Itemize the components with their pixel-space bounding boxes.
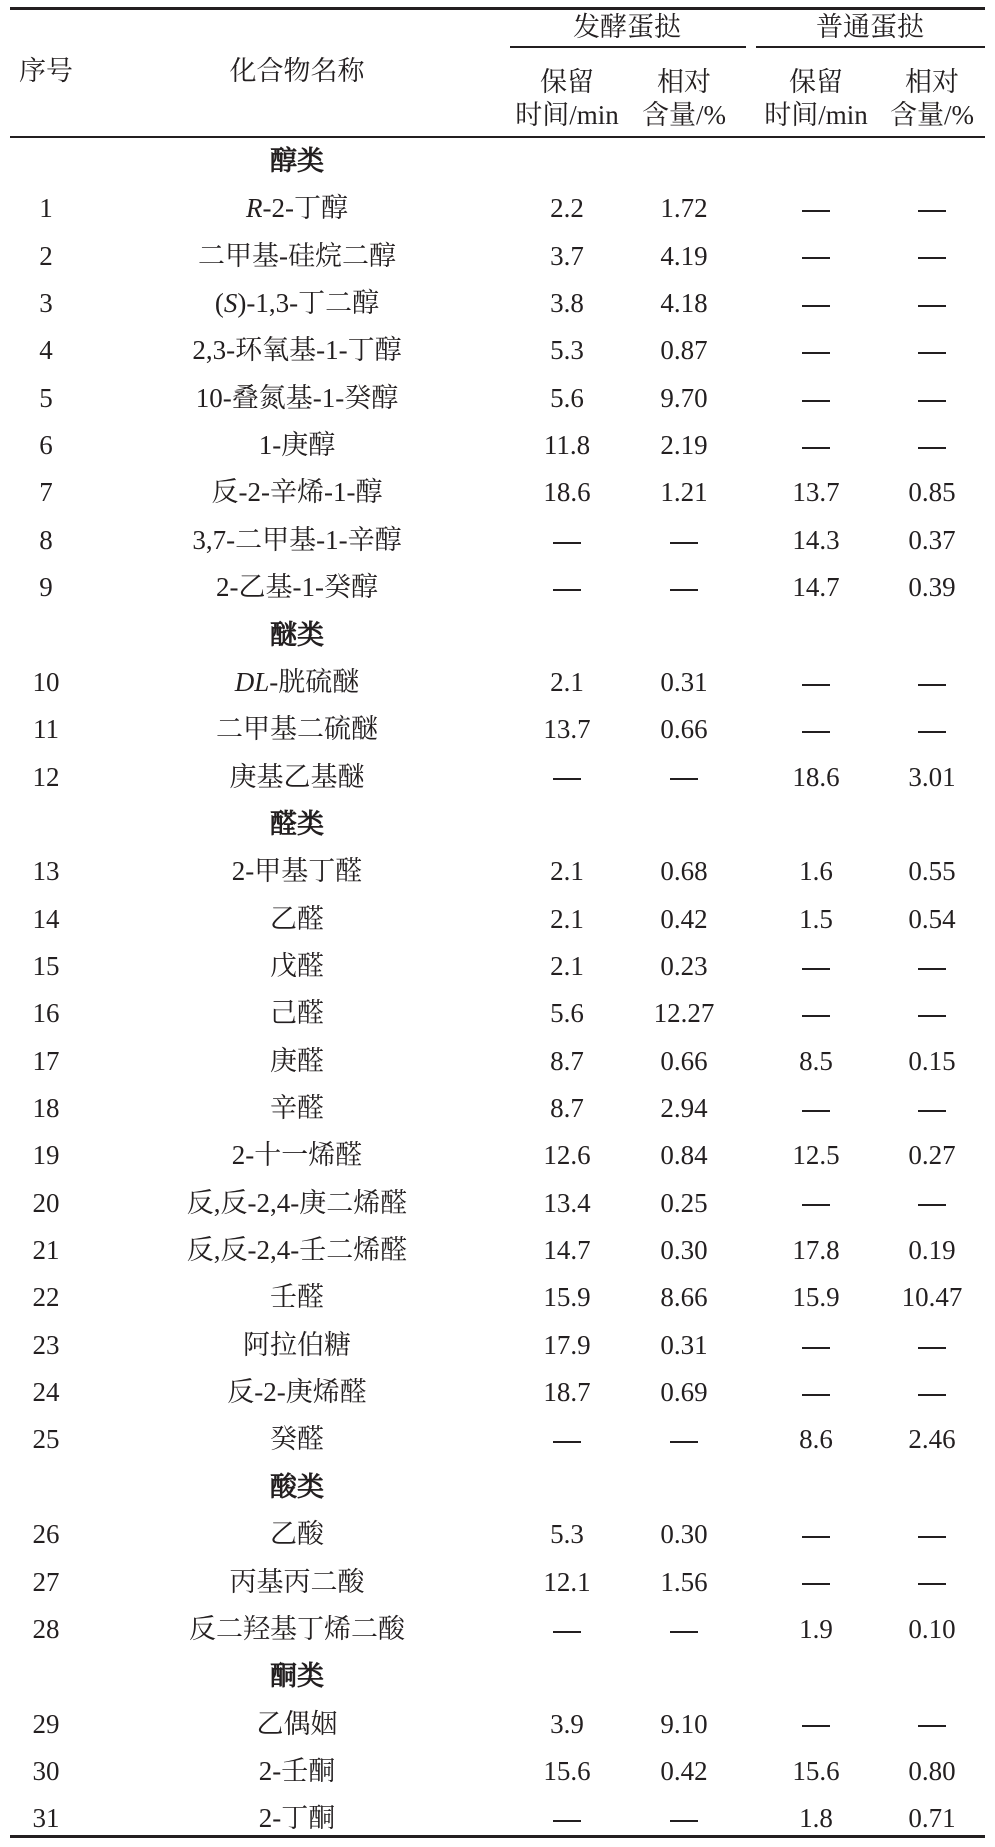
fermented-retention-time: 15.9 [543,1282,591,1313]
compound-name-text: 乙醛 [270,903,324,934]
normal-relative-content: 3.01 [908,761,956,792]
fermented-relative-content: 8.66 [660,1282,708,1313]
fermented-relative-content: 0.87 [660,335,708,366]
compound-name-text: 反-2-庚烯醛 [227,1377,367,1408]
normal-relative-content: 0.80 [908,1755,956,1786]
header-normal-rt [764,66,868,132]
empty-dash [918,731,946,733]
header-rc-line2: 含量/% [642,100,726,130]
header-rc-line2: 含量/% [890,100,974,130]
empty-dash [918,1015,946,1017]
compound-name [187,1188,407,1218]
normal-retention-time: 8.5 [799,1045,833,1076]
top-rule [10,7,985,10]
category-heading: 酸类 [270,1471,324,1502]
normal-retention-time: 12.5 [792,1140,840,1171]
row-number: 31 [32,1803,60,1834]
compound-name-text: 反,反-2,4-庚二烯醛 [186,1187,408,1218]
compound-name [232,1140,363,1170]
empty-dash [670,589,698,591]
fermented-retention-time: 2.2 [550,193,584,224]
fermented-relative-content: 12.27 [653,998,715,1029]
normal-relative-content: 0.10 [908,1613,956,1644]
normal-retention-time [802,998,830,1028]
fermented-retention-time: 3.8 [550,288,584,319]
fermented-relative-content: 0.23 [660,950,708,981]
bottom-rule [10,1835,985,1838]
fermented-retention-time: 3.9 [550,1708,584,1739]
compound-name-text: )-1,3-丁二醇 [237,288,380,319]
row-number: 21 [32,1235,60,1266]
normal-retention-time: 1.6 [799,856,833,887]
row-number: 15 [32,950,60,981]
empty-dash [802,731,830,733]
fermented-retention-time: 8.7 [550,1093,584,1123]
normal-relative-content: 0.55 [908,856,956,887]
normal-relative-content: 0.27 [908,1140,956,1171]
compound-name [215,288,379,318]
fermented-relative-content: 1.56 [660,1566,708,1597]
compound-name-text: 癸醛 [270,1424,324,1455]
compound-name [259,430,336,460]
header-normal-rc [890,66,974,132]
row-number: 23 [32,1329,60,1360]
fermented-relative-content: 0.30 [660,1235,708,1266]
fermented-retention-time: 12.1 [543,1566,591,1597]
fermented-retention-time: 12.6 [543,1140,591,1171]
compound-name-text: 庚醛 [270,1045,324,1076]
normal-relative-content [918,335,946,365]
empty-dash [918,1394,946,1396]
fermented-relative-content: 0.25 [660,1187,708,1218]
category-heading: 醚类 [270,619,324,650]
fermented-retention-time: 5.3 [550,335,584,366]
compound-name [192,525,401,555]
empty-dash [802,1347,830,1349]
fermented-relative-content: 0.31 [660,666,708,697]
compound-name-text: 庚基乙基醚 [229,761,365,792]
fermented-retention-time: 2.1 [550,950,584,981]
empty-dash [918,447,946,449]
normal-retention-time: 13.7 [792,477,840,508]
header-fermented-rt [515,66,619,132]
normal-relative-content [918,1330,946,1360]
compound-name [270,1282,324,1312]
fermented-relative-content: 0.69 [660,1377,708,1408]
row-number: 8 [39,524,53,555]
normal-retention-time [802,1188,830,1218]
normal-relative-content [918,1709,946,1739]
row-number: 24 [32,1377,60,1408]
compound-name [216,714,378,744]
fermented-retention-time: 13.4 [543,1187,591,1218]
empty-dash [918,210,946,212]
normal-relative-content [918,667,946,697]
normal-retention-time [802,667,830,697]
normal-relative-content: 0.19 [908,1235,956,1266]
empty-dash [802,305,830,307]
empty-dash [802,684,830,686]
empty-dash [918,400,946,402]
fermented-retention-time [553,762,581,792]
fermented-retention-time: 8.7 [550,1045,584,1076]
fermented-retention-time: 18.7 [543,1377,591,1408]
normal-relative-content: 0.37 [908,524,956,555]
compound-name-text: 2-壬酮 [258,1755,336,1786]
row-number: 16 [32,998,60,1029]
fermented-relative-content [670,1424,698,1454]
compound-name [235,667,360,697]
empty-dash [802,1725,830,1727]
normal-relative-content [918,998,946,1028]
fermented-retention-time: 3.7 [550,240,584,271]
compound-name-text: 壬醛 [270,1282,324,1313]
header-rt-line2: 时间/min [515,100,619,130]
row-number: 20 [32,1187,60,1218]
empty-dash [802,400,830,402]
compound-name-text: 1-庚醇 [258,430,336,461]
compound-name-italic: R [246,193,263,224]
normal-retention-time [802,951,830,981]
fermented-retention-time [553,572,581,602]
compound-name [257,1709,338,1739]
fermented-relative-content: 2.94 [660,1093,708,1123]
empty-dash [670,1631,698,1633]
normal-relative-content [918,1188,946,1218]
compound-name-text: 乙偶姻 [256,1708,338,1739]
compound-name [270,1093,324,1123]
compound-name [216,572,378,602]
empty-dash [918,1725,946,1727]
empty-dash [802,1536,830,1538]
compound-name [212,477,383,507]
normal-relative-content: 0.71 [908,1803,956,1834]
fermented-relative-content: 1.72 [660,193,708,224]
normal-relative-content [918,1377,946,1407]
header-no: 序号 [19,56,73,86]
compound-name-text: 2-甲基丁醛 [231,856,363,887]
normal-retention-time [802,1567,830,1597]
row-number: 18 [32,1093,60,1123]
normal-retention-time [802,1377,830,1407]
normal-relative-content [918,1567,946,1597]
compound-name-text: 反-2-辛烯-1-醇 [211,477,383,508]
fermented-retention-time: 2.1 [550,666,584,697]
compound-name-italic: S [223,288,238,319]
row-number: 13 [32,856,60,887]
header-bottom-rule [10,136,985,138]
compound-name [270,1519,324,1549]
normal-retention-time: 14.3 [792,524,840,555]
normal-relative-content: 0.15 [908,1045,956,1076]
normal-retention-time: 15.6 [792,1755,840,1786]
header-group-fermented: 发酵蛋挞 [573,12,681,42]
normal-retention-time: 8.6 [799,1424,833,1455]
fermented-relative-content: 2.19 [660,430,708,461]
empty-dash [802,1583,830,1585]
empty-dash [918,684,946,686]
compound-name-text: 己醛 [270,998,324,1029]
normal-retention-time [802,1093,830,1123]
fermented-relative-content: 1.21 [660,477,708,508]
header-group-normal: 普通蛋挞 [816,12,924,42]
compound-name [243,1330,351,1360]
normal-retention-time: 15.9 [792,1282,840,1313]
normal-relative-content [918,714,946,744]
empty-dash [670,1820,698,1822]
normal-retention-time [802,335,830,365]
compound-name [270,1046,324,1076]
row-number: 4 [39,335,53,366]
compound-name-text: 2,3-环氧基-1-丁醇 [192,335,402,366]
normal-retention-time: 1.8 [799,1803,833,1834]
empty-dash [918,1204,946,1206]
header-rt-line2: 时间/min [764,100,868,130]
compound-name-text: 丙基丙二酸 [229,1566,365,1597]
empty-dash [802,1204,830,1206]
normal-relative-content [918,430,946,460]
normal-retention-time: 14.7 [792,572,840,603]
empty-dash [553,778,581,780]
row-number: 6 [39,430,53,461]
compound-name-text: 阿拉伯糖 [243,1329,351,1360]
fermented-retention-time [553,1614,581,1644]
fermented-retention-time: 14.7 [543,1235,591,1266]
fermented-relative-content [670,1614,698,1644]
fermented-retention-time [553,1803,581,1833]
normal-retention-time [802,193,830,223]
compound-name-text: 2-丁酮 [258,1803,336,1834]
row-number: 28 [32,1613,60,1644]
compound-name [189,1614,405,1644]
normal-relative-content [918,383,946,413]
row-number: 7 [39,477,53,508]
row-number: 19 [32,1140,60,1171]
empty-dash [802,210,830,212]
fermented-relative-content: 0.84 [660,1140,708,1171]
group1-rule [510,46,746,48]
empty-dash [802,1015,830,1017]
compound-name-text: 戊醛 [270,950,324,981]
normal-relative-content: 2.46 [908,1424,956,1455]
empty-dash [670,1441,698,1443]
row-number: 30 [32,1755,60,1786]
normal-retention-time [802,383,830,413]
empty-dash [802,447,830,449]
empty-dash [918,352,946,354]
fermented-relative-content: 0.66 [660,1045,708,1076]
fermented-relative-content: 0.30 [660,1519,708,1550]
fermented-relative-content [670,572,698,602]
empty-dash [553,1631,581,1633]
compound-name-text: 2-乙基-1-癸醇 [216,572,378,603]
normal-retention-time [802,714,830,744]
compound-name-text: 3,7-二甲基-1-辛醇 [192,524,402,555]
fermented-retention-time: 11.8 [543,430,591,461]
row-number: 9 [39,572,53,603]
compound-name [196,383,398,413]
empty-dash [802,257,830,259]
fermented-relative-content: 0.42 [660,903,708,934]
fermented-retention-time: 15.6 [543,1755,591,1786]
row-number: 10 [32,666,60,697]
row-number: 5 [39,382,53,413]
compound-name [232,856,363,886]
normal-relative-content [918,1519,946,1549]
compound-name [270,904,324,934]
header-rc-line1: 相对 [657,67,711,97]
normal-relative-content [918,288,946,318]
header-rt-line1: 保留 [539,67,594,97]
compound-name-text: 10-叠氮基-1-癸醇 [195,382,399,413]
empty-dash [802,1110,830,1112]
fermented-relative-content: 0.66 [660,714,708,745]
row-number: 1 [39,193,53,224]
normal-retention-time [802,288,830,318]
category-heading: 酮类 [270,1661,324,1692]
normal-relative-content [918,951,946,981]
compound-name-text: -胱硫醚 [269,666,360,697]
normal-retention-time: 1.9 [799,1613,833,1644]
row-number: 25 [32,1424,60,1455]
row-number: 11 [33,714,59,745]
normal-relative-content: 0.85 [908,477,956,508]
compound-name-text: 2-十一烯醛 [231,1140,363,1171]
compound-name [270,1424,324,1454]
compound-name [230,1567,365,1597]
empty-dash [670,778,698,780]
compound-name [227,1377,366,1407]
empty-dash [802,1394,830,1396]
fermented-retention-time: 5.6 [550,998,584,1029]
category-heading: 醇类 [270,146,324,176]
fermented-retention-time: 17.9 [543,1329,591,1360]
category-heading: 醛类 [270,808,324,839]
normal-relative-content: 0.39 [908,572,956,603]
row-number: 12 [32,761,60,792]
row-number: 17 [32,1045,60,1076]
empty-dash [553,1441,581,1443]
compound-name [259,1803,336,1833]
row-number: 14 [32,903,60,934]
normal-retention-time [802,1330,830,1360]
normal-relative-content [918,241,946,271]
fermented-relative-content [670,1803,698,1833]
compound-name [259,1756,336,1786]
header-rc-line1: 相对 [905,67,959,97]
empty-dash [670,542,698,544]
compound-name [187,1235,407,1265]
fermented-retention-time: 18.6 [543,477,591,508]
compound-name-text: 二甲基-硅烷二醇 [198,240,396,271]
empty-dash [918,968,946,970]
fermented-relative-content: 9.70 [660,382,708,413]
normal-relative-content: 0.54 [908,903,956,934]
normal-relative-content [918,1093,946,1123]
empty-dash [918,1347,946,1349]
compound-name-italic: DL [234,666,270,697]
fermented-relative-content: 0.68 [660,856,708,887]
fermented-retention-time: 5.6 [550,382,584,413]
fermented-relative-content: 4.19 [660,240,708,271]
normal-relative-content: 10.47 [901,1282,963,1313]
normal-retention-time [802,430,830,460]
empty-dash [802,352,830,354]
compound-name-text: 二甲基二硫醚 [216,714,378,745]
row-number: 22 [32,1282,60,1313]
normal-retention-time [802,1519,830,1549]
header-name: 化合物名称 [229,56,365,86]
empty-dash [918,1583,946,1585]
row-number: 3 [39,288,53,319]
fermented-retention-time: 2.1 [550,903,584,934]
empty-dash [918,1110,946,1112]
header-rt-line1: 保留 [788,67,843,97]
fermented-relative-content: 4.18 [660,288,708,319]
row-number: 27 [32,1566,60,1597]
fermented-relative-content [670,525,698,555]
fermented-retention-time [553,525,581,555]
compound-name-text: -2-丁醇 [262,193,348,224]
fermented-relative-content: 9.10 [660,1708,708,1739]
empty-dash [553,1820,581,1822]
normal-retention-time: 17.8 [792,1235,840,1266]
fermented-relative-content: 0.31 [660,1329,708,1360]
empty-dash [553,589,581,591]
fermented-retention-time: 13.7 [543,714,591,745]
fermented-retention-time [553,1424,581,1454]
normal-retention-time: 18.6 [792,761,840,792]
row-number: 26 [32,1519,60,1550]
compound-name [192,335,401,365]
empty-dash [918,1536,946,1538]
normal-retention-time [802,241,830,271]
fermented-relative-content: 0.42 [660,1755,708,1786]
group2-rule [756,46,985,48]
fermented-retention-time: 5.3 [550,1519,584,1550]
normal-retention-time: 1.5 [799,903,833,934]
compound-name [246,193,348,223]
normal-relative-content [918,193,946,223]
empty-dash [918,305,946,307]
compound-name-text: 辛醛 [270,1093,324,1123]
compound-name-text: 反二羟基丁烯二酸 [189,1613,405,1644]
normal-retention-time [802,1709,830,1739]
row-number: 2 [39,240,53,271]
empty-dash [802,968,830,970]
empty-dash [918,257,946,259]
fermented-retention-time: 2.1 [550,856,584,887]
compound-name-text: 乙酸 [270,1519,324,1550]
empty-dash [553,542,581,544]
compound-name [230,762,365,792]
header-fermented-rc [642,66,726,132]
compound-name [270,998,324,1028]
compound-name-text: 反,反-2,4-壬二烯醛 [186,1235,408,1266]
fermented-relative-content [670,762,698,792]
compound-name [198,241,396,271]
row-number: 29 [32,1708,60,1739]
compound-name-prefix: ( [214,288,224,319]
compound-name [270,951,324,981]
